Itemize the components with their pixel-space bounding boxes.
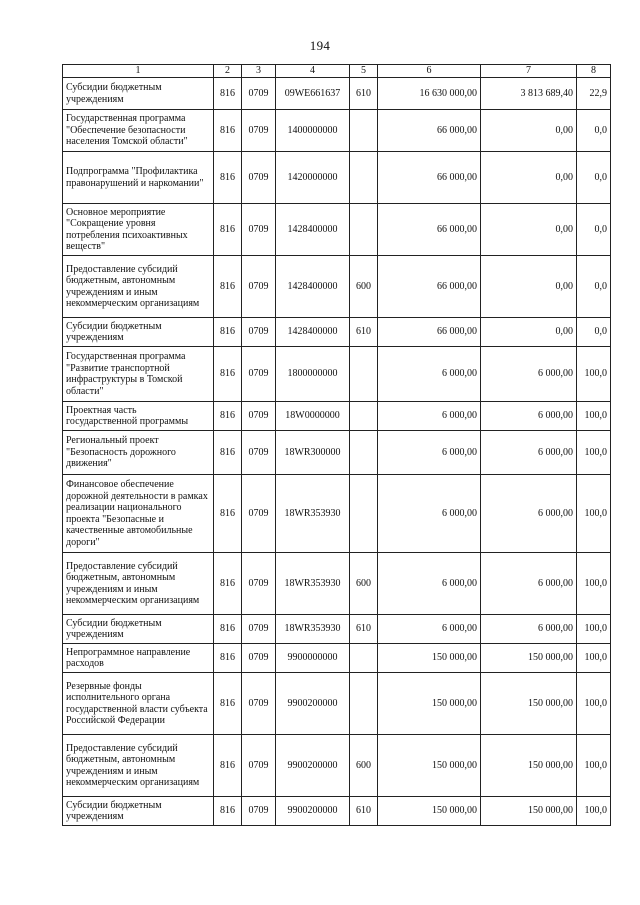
column-header: 7 xyxy=(481,65,577,78)
target-article-cell: 1428400000 xyxy=(276,256,350,318)
column-header: 5 xyxy=(350,65,378,78)
section-code-cell: 0709 xyxy=(242,78,276,110)
expense-name-cell: Предоставление субсидий бюджетным, автономным учреждениям и иным некоммерческим организациям xyxy=(63,256,214,318)
planned-amount-cell: 16 630 000,00 xyxy=(378,78,481,110)
executed-amount-cell: 0,00 xyxy=(481,318,577,347)
expense-type-cell xyxy=(350,110,378,152)
expense-type-cell xyxy=(350,431,378,475)
planned-amount-cell: 66 000,00 xyxy=(378,110,481,152)
expense-name-cell: Проектная часть государственной программы xyxy=(63,402,214,431)
column-header: 1 xyxy=(63,65,214,78)
execution-percent-cell: 22,9 xyxy=(577,78,611,110)
column-header: 8 xyxy=(577,65,611,78)
execution-percent-cell: 0,0 xyxy=(577,318,611,347)
section-code-cell: 0709 xyxy=(242,318,276,347)
table-row xyxy=(63,615,611,644)
expense-name-cell: Субсидии бюджетным учреждениям xyxy=(63,797,214,826)
expense-type-cell: 600 xyxy=(350,735,378,797)
expense-name-cell: Предоставление субсидий бюджетным, автономным учреждениям и иным некоммерческим организациям xyxy=(63,553,214,615)
planned-amount-cell: 6 000,00 xyxy=(378,402,481,431)
table-row xyxy=(63,553,611,615)
table-header-row xyxy=(63,65,611,78)
execution-percent-cell: 100,0 xyxy=(577,347,611,402)
expense-type-cell: 610 xyxy=(350,615,378,644)
expense-name-cell: Основное мероприятие "Сокращение уровня потребления психоактивных веществ" xyxy=(63,204,214,256)
expense-name-cell: Субсидии бюджетным учреждениям xyxy=(63,615,214,644)
section-code-cell: 0709 xyxy=(242,204,276,256)
execution-percent-cell: 100,0 xyxy=(577,673,611,735)
ministry-code-cell: 816 xyxy=(214,402,242,431)
column-header: 3 xyxy=(242,65,276,78)
ministry-code-cell: 816 xyxy=(214,318,242,347)
column-header: 4 xyxy=(276,65,350,78)
table-row xyxy=(63,735,611,797)
section-code-cell: 0709 xyxy=(242,347,276,402)
ministry-code-cell: 816 xyxy=(214,553,242,615)
section-code-cell: 0709 xyxy=(242,475,276,553)
executed-amount-cell: 6 000,00 xyxy=(481,347,577,402)
ministry-code-cell: 816 xyxy=(214,431,242,475)
ministry-code-cell: 816 xyxy=(214,347,242,402)
planned-amount-cell: 66 000,00 xyxy=(378,256,481,318)
section-code-cell: 0709 xyxy=(242,797,276,826)
ministry-code-cell: 816 xyxy=(214,475,242,553)
ministry-code-cell: 816 xyxy=(214,735,242,797)
executed-amount-cell: 0,00 xyxy=(481,152,577,204)
expense-type-cell: 600 xyxy=(350,553,378,615)
planned-amount-cell: 66 000,00 xyxy=(378,318,481,347)
section-code-cell: 0709 xyxy=(242,110,276,152)
expense-type-cell: 610 xyxy=(350,78,378,110)
execution-percent-cell: 100,0 xyxy=(577,431,611,475)
section-code-cell: 0709 xyxy=(242,735,276,797)
expense-type-cell xyxy=(350,644,378,673)
section-code-cell: 0709 xyxy=(242,256,276,318)
executed-amount-cell: 150 000,00 xyxy=(481,673,577,735)
section-code-cell: 0709 xyxy=(242,553,276,615)
expense-name-cell: Субсидии бюджетным учреждениям xyxy=(63,318,214,347)
table-row xyxy=(63,78,611,110)
executed-amount-cell: 150 000,00 xyxy=(481,735,577,797)
ministry-code-cell: 816 xyxy=(214,110,242,152)
target-article-cell: 1428400000 xyxy=(276,318,350,347)
planned-amount-cell: 6 000,00 xyxy=(378,431,481,475)
section-code-cell: 0709 xyxy=(242,644,276,673)
executed-amount-cell: 6 000,00 xyxy=(481,402,577,431)
expense-name-cell: Резервные фонды исполнительного органа государственной власти субъекта Российской Федерации xyxy=(63,673,214,735)
planned-amount-cell: 66 000,00 xyxy=(378,204,481,256)
target-article-cell: 9900200000 xyxy=(276,673,350,735)
column-header: 2 xyxy=(214,65,242,78)
execution-percent-cell: 100,0 xyxy=(577,797,611,826)
page-number: 194 xyxy=(309,38,331,53)
target-article-cell: 1400000000 xyxy=(276,110,350,152)
ministry-code-cell: 816 xyxy=(214,204,242,256)
planned-amount-cell: 150 000,00 xyxy=(378,735,481,797)
executed-amount-cell: 0,00 xyxy=(481,256,577,318)
section-code-cell: 0709 xyxy=(242,431,276,475)
expense-name-cell: Государственная программа "Развитие транспортной инфраструктуры в Томской области" xyxy=(63,347,214,402)
column-header: 6 xyxy=(378,65,481,78)
expense-name-cell: Государственная программа "Обеспечение безопасности населения Томской области" xyxy=(63,110,214,152)
planned-amount-cell: 66 000,00 xyxy=(378,152,481,204)
section-code-cell: 0709 xyxy=(242,673,276,735)
ministry-code-cell: 816 xyxy=(214,152,242,204)
section-code-cell: 0709 xyxy=(242,615,276,644)
table-row xyxy=(63,110,611,152)
execution-percent-cell: 0,0 xyxy=(577,152,611,204)
target-article-cell: 1428400000 xyxy=(276,204,350,256)
table-row xyxy=(63,318,611,347)
expense-name-cell: Субсидии бюджетным учреждениям xyxy=(63,78,214,110)
execution-percent-cell: 0,0 xyxy=(577,256,611,318)
planned-amount-cell: 6 000,00 xyxy=(378,347,481,402)
expense-type-cell xyxy=(350,152,378,204)
planned-amount-cell: 150 000,00 xyxy=(378,644,481,673)
planned-amount-cell: 6 000,00 xyxy=(378,475,481,553)
ministry-code-cell: 816 xyxy=(214,644,242,673)
target-article-cell: 09WE661637 xyxy=(276,78,350,110)
executed-amount-cell: 0,00 xyxy=(481,110,577,152)
ministry-code-cell: 816 xyxy=(214,615,242,644)
expense-type-cell: 610 xyxy=(350,797,378,826)
table-row xyxy=(63,644,611,673)
execution-percent-cell: 100,0 xyxy=(577,475,611,553)
target-article-cell: 9900200000 xyxy=(276,797,350,826)
section-code-cell: 0709 xyxy=(242,152,276,204)
executed-amount-cell: 6 000,00 xyxy=(481,553,577,615)
planned-amount-cell: 150 000,00 xyxy=(378,673,481,735)
planned-amount-cell: 150 000,00 xyxy=(378,797,481,826)
expense-type-cell: 610 xyxy=(350,318,378,347)
target-article-cell: 9900000000 xyxy=(276,644,350,673)
expense-name-cell: Подпрограмма "Профилактика правонарушений и наркомании" xyxy=(63,152,214,204)
expense-type-cell xyxy=(350,402,378,431)
target-article-cell: 18WR300000 xyxy=(276,431,350,475)
expense-type-cell: 600 xyxy=(350,256,378,318)
execution-percent-cell: 100,0 xyxy=(577,615,611,644)
table-row xyxy=(63,402,611,431)
table-row xyxy=(63,347,611,402)
target-article-cell: 18WR353930 xyxy=(276,615,350,644)
ministry-code-cell: 816 xyxy=(214,256,242,318)
table-row xyxy=(63,256,611,318)
executed-amount-cell: 0,00 xyxy=(481,204,577,256)
table-row xyxy=(63,152,611,204)
executed-amount-cell: 150 000,00 xyxy=(481,644,577,673)
expense-type-cell xyxy=(350,475,378,553)
ministry-code-cell: 816 xyxy=(214,673,242,735)
expense-name-cell: Непрограммное направление расходов xyxy=(63,644,214,673)
table-row xyxy=(63,475,611,553)
planned-amount-cell: 6 000,00 xyxy=(378,615,481,644)
ministry-code-cell: 816 xyxy=(214,78,242,110)
target-article-cell: 9900200000 xyxy=(276,735,350,797)
table-row xyxy=(63,673,611,735)
target-article-cell: 18W0000000 xyxy=(276,402,350,431)
executed-amount-cell: 3 813 689,40 xyxy=(481,78,577,110)
target-article-cell: 1420000000 xyxy=(276,152,350,204)
expense-type-cell xyxy=(350,673,378,735)
execution-percent-cell: 100,0 xyxy=(577,402,611,431)
ministry-code-cell: 816 xyxy=(214,797,242,826)
execution-percent-cell: 0,0 xyxy=(577,110,611,152)
target-article-cell: 18WR353930 xyxy=(276,475,350,553)
executed-amount-cell: 6 000,00 xyxy=(481,431,577,475)
execution-percent-cell: 100,0 xyxy=(577,644,611,673)
expense-type-cell xyxy=(350,347,378,402)
planned-amount-cell: 6 000,00 xyxy=(378,553,481,615)
table-row xyxy=(63,204,611,256)
executed-amount-cell: 150 000,00 xyxy=(481,797,577,826)
executed-amount-cell: 6 000,00 xyxy=(481,475,577,553)
table-row xyxy=(63,797,611,826)
target-article-cell: 18WR353930 xyxy=(276,553,350,615)
executed-amount-cell: 6 000,00 xyxy=(481,615,577,644)
execution-percent-cell: 100,0 xyxy=(577,553,611,615)
target-article-cell: 1800000000 xyxy=(276,347,350,402)
section-code-cell: 0709 xyxy=(242,402,276,431)
expense-name-cell: Региональный проект "Безопасность дорожного движения" xyxy=(63,431,214,475)
execution-percent-cell: 100,0 xyxy=(577,735,611,797)
budget-table xyxy=(62,64,611,826)
expense-name-cell: Предоставление субсидий бюджетным, автономным учреждениям и иным некоммерческим организациям xyxy=(63,735,214,797)
expense-type-cell xyxy=(350,204,378,256)
execution-percent-cell: 0,0 xyxy=(577,204,611,256)
expense-name-cell: Финансовое обеспечение дорожной деятельности в рамках реализации национального проекта "Безопасные и качественные автомобильные дороги" xyxy=(63,475,214,553)
table-row xyxy=(63,431,611,475)
